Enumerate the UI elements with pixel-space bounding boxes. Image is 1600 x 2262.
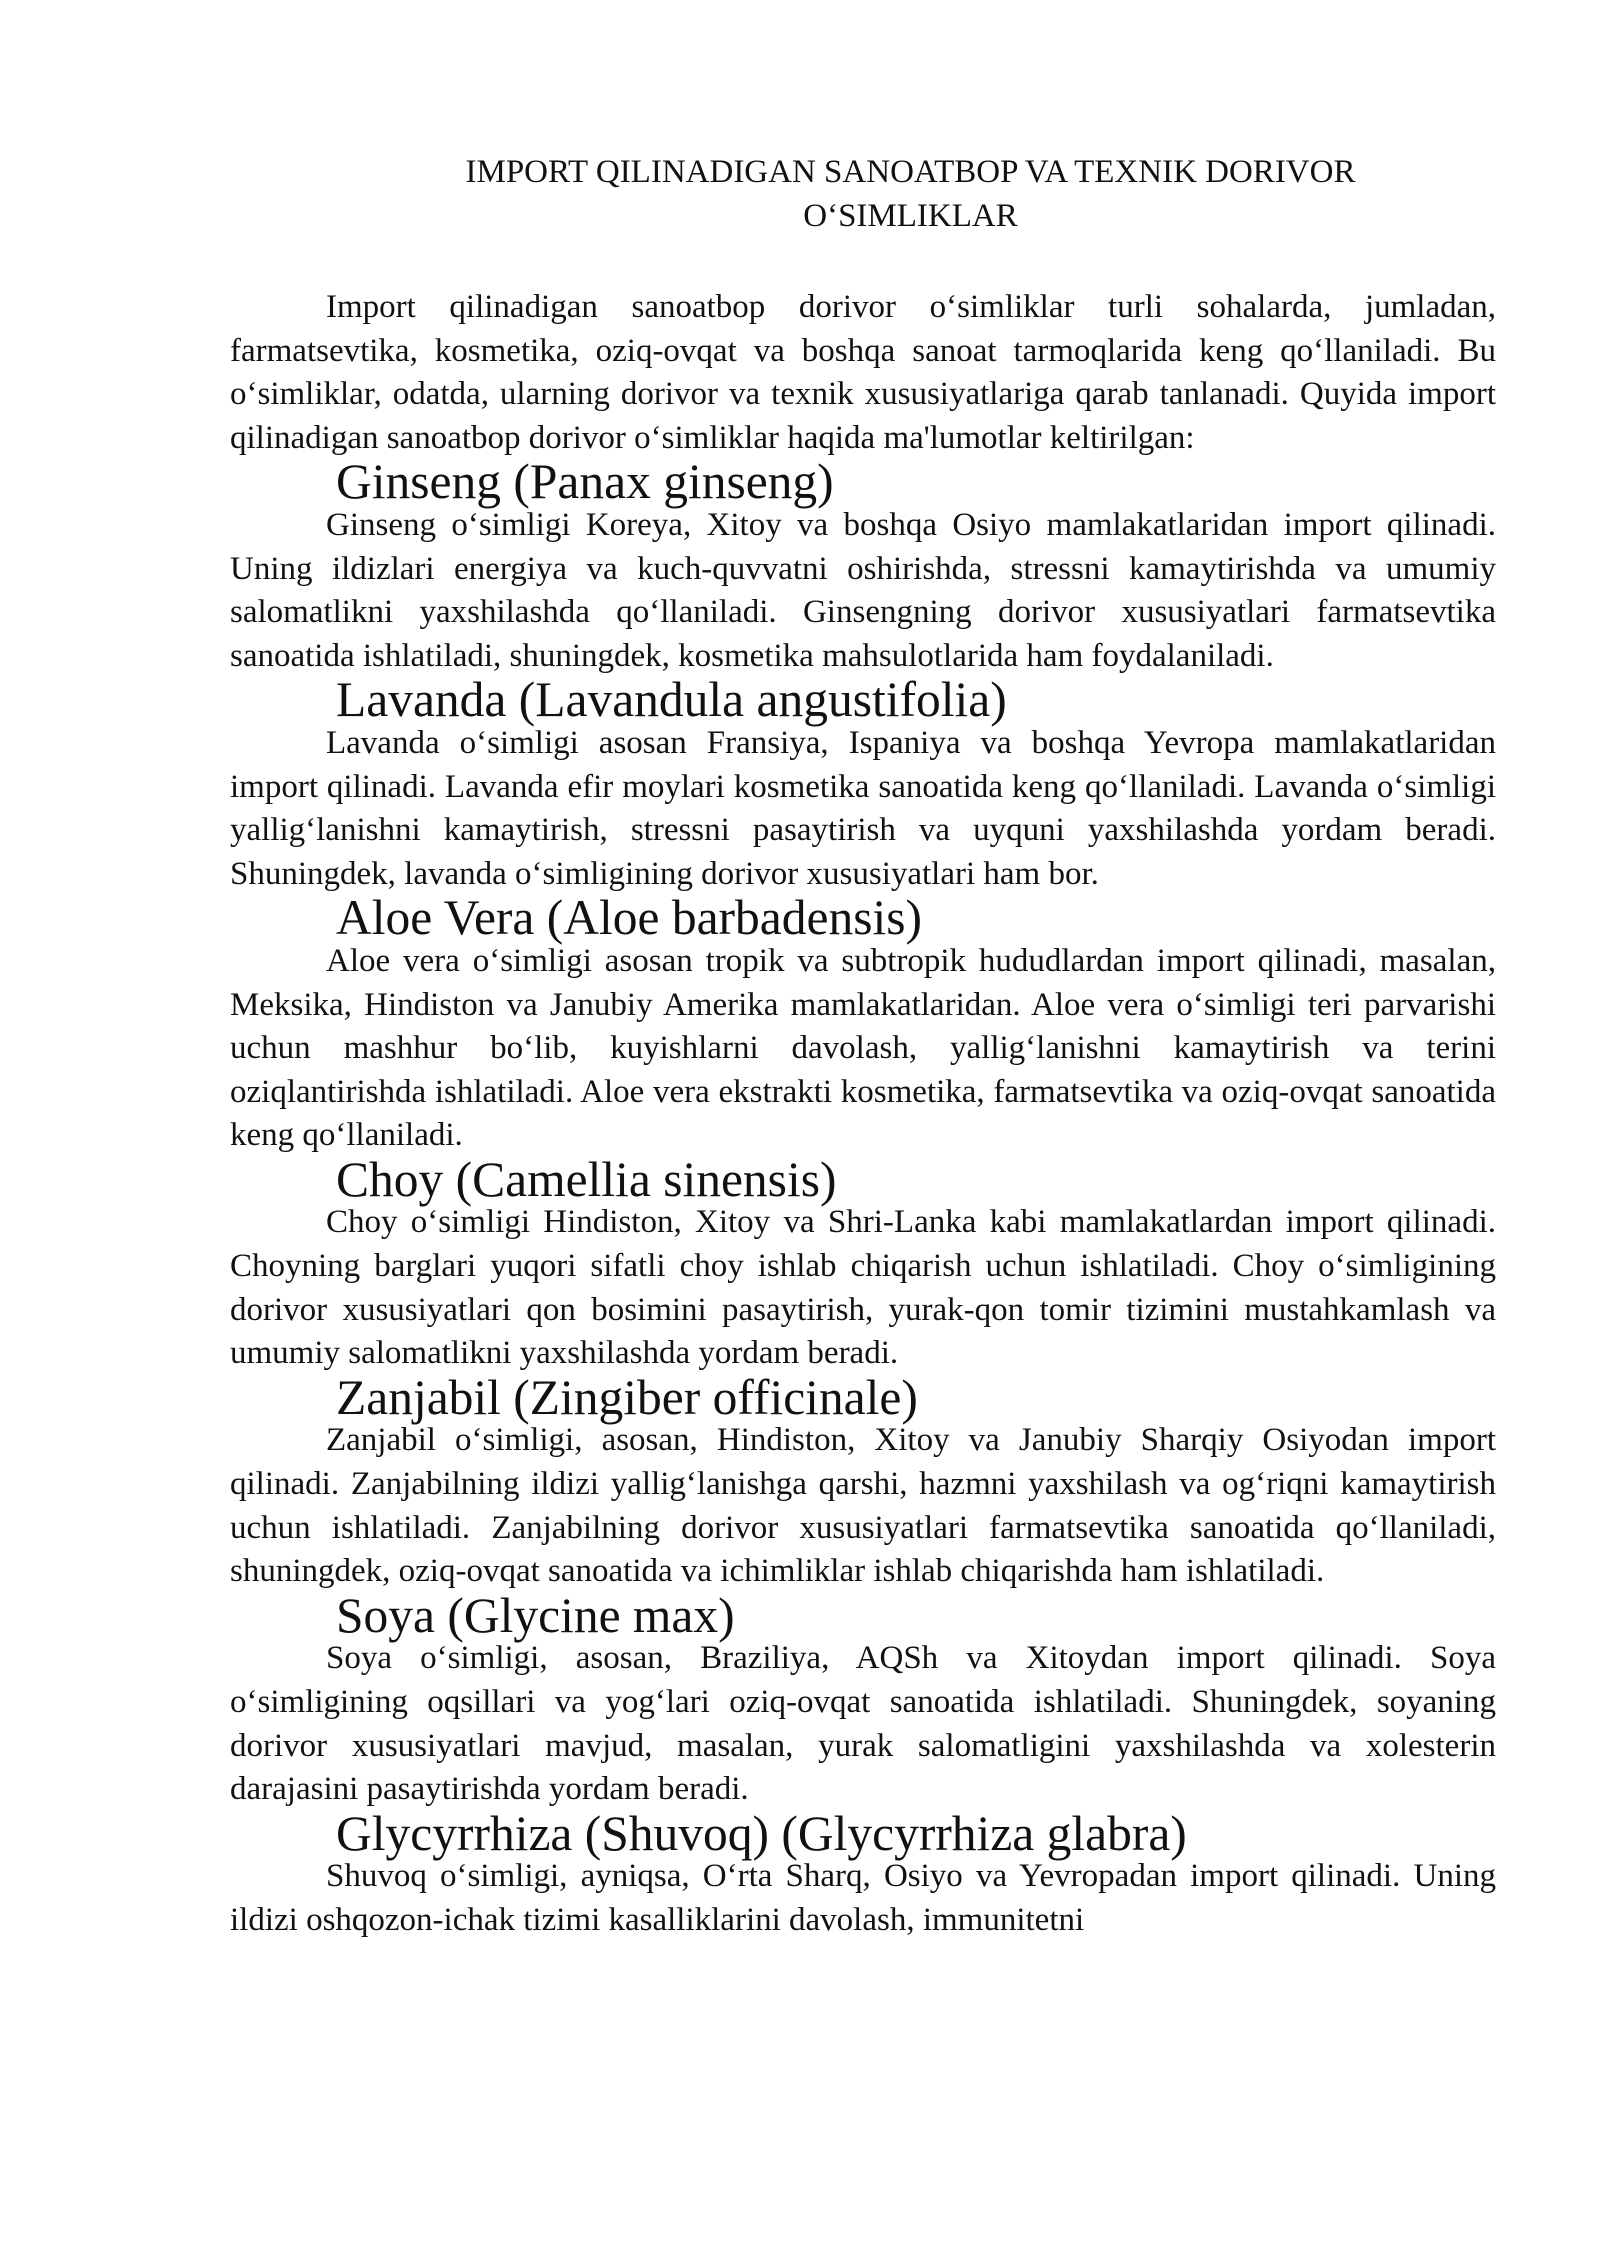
plant-heading-glycyrrhiza: Glycyrrhiza (Shuvoq) (Glycyrrhiza glabra) xyxy=(336,1805,1187,1861)
plant-heading-choy: Choy (Camellia sinensis) xyxy=(336,1151,837,1207)
plant-heading-ginseng: Ginseng (Panax ginseng) xyxy=(336,454,834,510)
intro-paragraph: Import qilinadigan sanoatbop dorivor o‘simliklar turli sohalarda, jumladan, farmatsevtika, kosmetika, oziq-ovqat va boshqa sanoat tarmoqlarida keng qo‘llaniladi. Bu o‘simliklar, odatda, ularning dorivor va texnik xususiyatlariga qarab tanlanadi. Quyida import qilinadigan sanoatbop dorivor o‘simliklar haqida ma'lumotlar keltirilgan: xyxy=(230,289,1496,456)
plant-heading-soya: Soya (Glycine max) xyxy=(336,1587,735,1643)
plant-paragraph-soya: Soya o‘simligi, asosan, Braziliya, AQSh va Xitoydan import qilinadi. Soya o‘simligining oqsillari va yog‘lari oziq-ovqat sanoatida ishlatiladi. Shuningdek, soyaning dorivor xususiyatlari mavjud, masalan, yurak salomatligini yaxshilashda va xolesterin darajasini pasaytirishda yordam beradi. xyxy=(230,1640,1496,1808)
plant-heading-zanjabil: Zanjabil (Zingiber officinale) xyxy=(336,1369,918,1425)
plant-paragraph-ginseng: Ginseng o‘simligi Koreya, Xitoy va boshqa Osiyo mamlakatlaridan import qilinadi. Uning ildizlari energiya va kuch-quvvatni oshirishda, stressni kamaytirishda va umumiy salomatlikni yaxshilashda qo‘llaniladi. Ginsengning dorivor xususiyatlari farmatsevtika sanoatida ishlatiladi, shuningdek, kosmetika mahsulotlarida ham foydalaniladi. xyxy=(230,506,1496,674)
plant-paragraph-glycyrrhiza: Shuvoq o‘simligi, ayniqsa, O‘rta Sharq, Osiyo va Yevropadan import qilinadi. Uning ildizi oshqozon-ichak tizimi kasalliklarini davolash, immunitetni xyxy=(230,1858,1496,1938)
document-page xyxy=(230,150,1496,1943)
plant-paragraph-zanjabil: Zanjabil o‘simligi, asosan, Hindiston, Xitoy va Janubiy Sharqiy Osiyodan import qilinadi. Zanjabilning ildizi yallig‘lanishga qarshi, hazmni yaxshilash va og‘riqni kamaytirish uchun ishlatiladi. Zanjabilning dorivor xususiyatlari farmatsevtika sanoatida qo‘llaniladi, shuningdek, oziq-ovqat sanoatida va ichimliklar ishlab chiqarishda ham ishlatiladi. xyxy=(230,1422,1496,1590)
plant-paragraph-lavanda: Lavanda o‘simligi asosan Fransiya, Ispaniya va boshqa Yevropa mamlakatlaridan import qilinadi. Lavanda efir moylari kosmetika sanoatida keng qo‘llaniladi. Lavanda o‘simligi yallig‘lanishni kamaytirish, stressni pasaytirish va uyquni yaxshilashda yordam beradi. Shuningdek, lavanda o‘simligining dorivor xususiyatlari ham bor. xyxy=(230,724,1496,892)
plant-heading-lavanda: Lavanda (Lavandula angustifolia) xyxy=(336,672,1007,728)
plant-paragraph-aloe-vera: Aloe vera o‘simligi asosan tropik va subtropik hududlardan import qilinadi, masalan, Meksika, Hindiston va Janubiy Amerika mamlakatlaridan. Aloe vera o‘simligi teri parvarishi uchun mashhur bo‘lib, kuyishlarni davolash, yallig‘lanishni kamaytirish va terini oziqlantirishda ishlatiladi. Aloe vera ekstrakti kosmetika, farmatsevtika va oziq-ovqat sanoatida keng qo‘llaniladi. xyxy=(230,942,1496,1154)
document-title-line-1: IMPORT QILINADIGAN SANOATBOP VA TEXNIK DORIVOR xyxy=(465,154,1356,190)
document-title xyxy=(230,150,1496,238)
plant-paragraph-choy: Choy o‘simligi Hindiston, Xitoy va Shri-Lanka kabi mamlakatlardan import qilinadi. Choyning barglari yuqori sifatli choy ishlab chiqarish uchun ishlatiladi. Choy o‘simligining dorivor xususiyatlari qon bosimini pasaytirish, yurak-qon tomir tizimini mustahkamlash va umumiy salomatlikni yaxshilashda yordam beradi. xyxy=(230,1204,1496,1372)
document-title-line-2: O‘SIMLIKLAR xyxy=(803,198,1018,234)
plant-heading-aloe-vera: Aloe Vera (Aloe barbadensis) xyxy=(336,890,922,946)
